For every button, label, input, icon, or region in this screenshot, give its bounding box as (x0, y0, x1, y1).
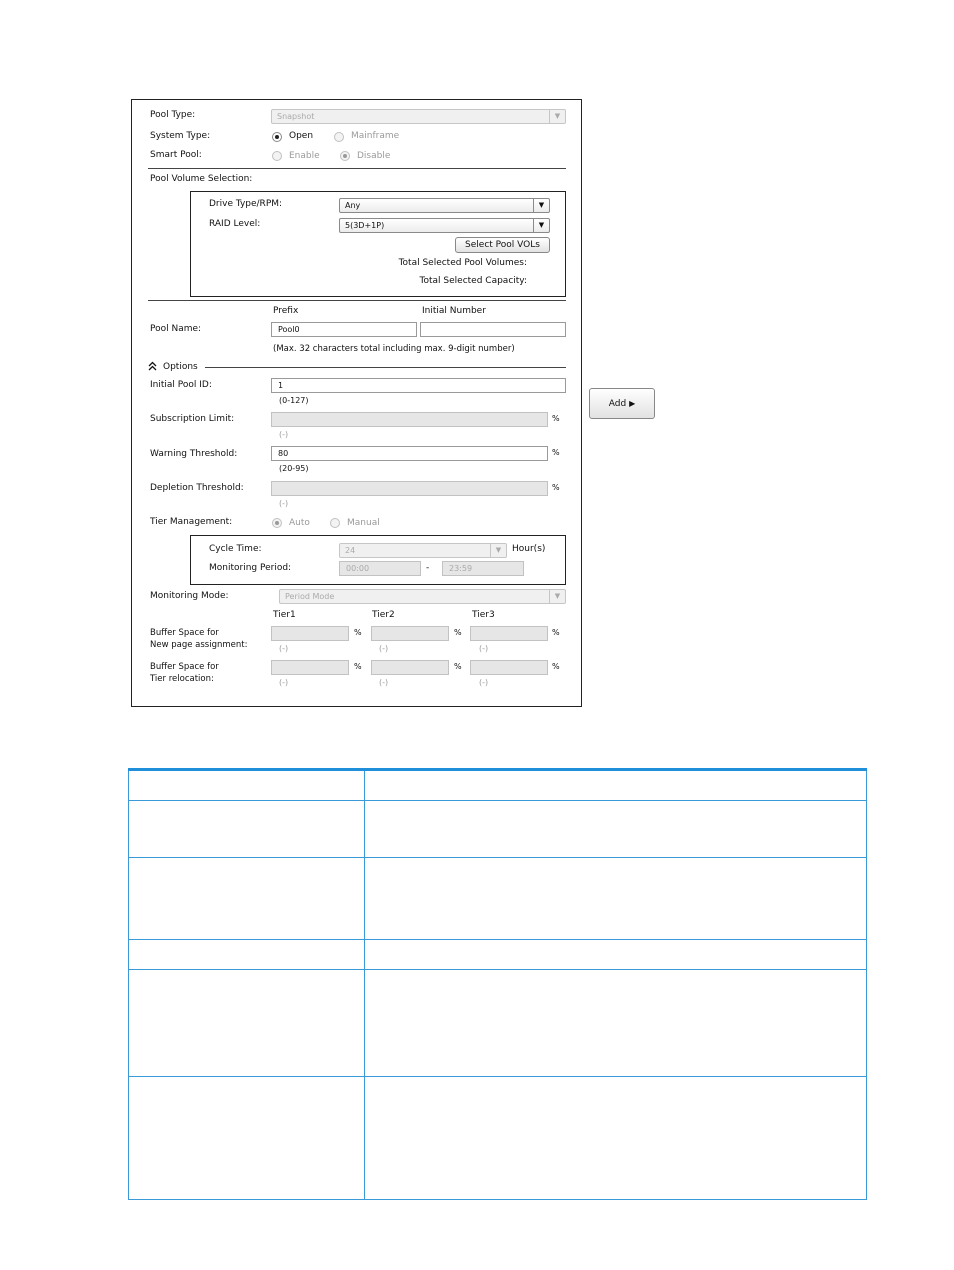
warning-threshold-unit: % (552, 448, 560, 457)
subscription-limit-unit: % (552, 414, 560, 423)
add-button[interactable] (589, 388, 655, 419)
create-pool-form-panel (131, 99, 582, 707)
drive-type-label: Drive Type/RPM: (209, 199, 283, 209)
buffer-new-page-label-line2: New page assignment: (150, 640, 248, 650)
pool-type-label: Pool Type: (150, 110, 196, 120)
table-column-divider (364, 771, 365, 1199)
monitoring-mode-select[interactable] (279, 589, 566, 604)
system-type-open-radio[interactable] (272, 132, 282, 142)
caret-right-icon: ▶ (629, 399, 636, 408)
buffer-relocation-tier1-unit: % (354, 662, 362, 671)
subscription-limit-range: (-) (279, 430, 289, 439)
smart-pool-enable-label: Enable (289, 151, 320, 161)
buffer-relocation-tier3-unit: % (552, 662, 560, 671)
pool-name-prefix-input[interactable]: Pool0 (271, 322, 417, 337)
pool-type-value: Snapshot (277, 112, 315, 121)
options-divider (205, 367, 566, 368)
system-type-open-label: Open (289, 131, 314, 141)
system-type-label: System Type: (150, 131, 211, 141)
buffer-relocation-label-line1: Buffer Space for (150, 662, 219, 672)
monitoring-period-start-input[interactable]: 00:00 (339, 561, 421, 576)
tier-management-manual-radio[interactable] (330, 518, 340, 528)
smart-pool-enable-radio[interactable] (272, 151, 282, 161)
monitoring-period-separator: - (426, 563, 430, 573)
monitoring-mode-value: Period Mode (285, 592, 335, 601)
buffer-new-page-tier2-unit: % (454, 628, 462, 637)
chevron-down-icon: ▼ (490, 544, 506, 557)
buffer-relocation-tier2-input[interactable] (371, 660, 449, 675)
table-row (129, 939, 866, 940)
drive-type-select[interactable] (339, 198, 550, 213)
initial-pool-id-label: Initial Pool ID: (150, 380, 212, 390)
tier-management-manual-label: Manual (347, 518, 380, 528)
monitoring-period-label: Monitoring Period: (209, 563, 292, 573)
description-table (128, 768, 867, 1200)
tier-management-box (190, 535, 566, 585)
depletion-threshold-label: Depletion Threshold: (150, 483, 244, 493)
initial-pool-id-input[interactable]: 1 (271, 378, 566, 393)
table-header-row (129, 800, 866, 801)
raid-level-select[interactable] (339, 218, 550, 233)
buffer-new-page-tier3-range: (-) (479, 644, 489, 653)
buffer-new-page-tier1-unit: % (354, 628, 362, 637)
total-selected-pool-volumes-label: Total Selected Pool Volumes: (398, 258, 527, 268)
buffer-new-page-tier3-unit: % (552, 628, 560, 637)
total-selected-capacity-label: Total Selected Capacity: (419, 276, 527, 286)
buffer-relocation-tier1-range: (-) (279, 678, 289, 687)
buffer-relocation-tier3-range: (-) (479, 678, 489, 687)
initial-pool-id-range: (0-127) (279, 396, 309, 405)
table-header-bar (128, 768, 867, 771)
tier-management-label: Tier Management: (150, 517, 233, 527)
system-type-mainframe-label: Mainframe (351, 131, 400, 141)
select-pool-vols-button[interactable]: Select Pool VOLs (455, 237, 550, 253)
buffer-new-page-label-line1: Buffer Space for (150, 628, 219, 638)
warning-threshold-label: Warning Threshold: (150, 449, 238, 459)
pool-type-select[interactable] (271, 109, 566, 124)
add-button-label: Add (608, 399, 627, 409)
collapse-chevron-icon[interactable] (148, 361, 157, 374)
table-row (129, 857, 866, 858)
drive-type-value: Any (345, 201, 361, 210)
tier3-header: Tier3 (472, 610, 495, 620)
subscription-limit-input[interactable] (271, 412, 548, 427)
raid-level-label: RAID Level: (209, 219, 261, 229)
monitoring-period-end-input[interactable]: 23:59 (442, 561, 524, 576)
warning-threshold-range: (20-95) (279, 464, 309, 473)
buffer-relocation-tier3-input[interactable] (470, 660, 548, 675)
pool-name-initial-number-input[interactable] (420, 322, 566, 337)
table-row (129, 1076, 866, 1077)
buffer-new-page-tier1-range: (-) (279, 644, 289, 653)
buffer-new-page-tier2-range: (-) (379, 644, 389, 653)
buffer-new-page-tier2-input[interactable] (371, 626, 449, 641)
prefix-header: Prefix (273, 306, 299, 316)
depletion-threshold-unit: % (552, 483, 560, 492)
buffer-relocation-tier2-unit: % (454, 662, 462, 671)
pool-volume-selection-box (190, 191, 566, 297)
monitoring-mode-label: Monitoring Mode: (150, 591, 229, 601)
smart-pool-disable-label: Disable (357, 151, 391, 161)
depletion-threshold-input[interactable] (271, 481, 548, 496)
tier-management-auto-radio[interactable] (272, 518, 282, 528)
chevron-down-icon: ▼ (533, 199, 549, 212)
pool-name-label: Pool Name: (150, 324, 202, 334)
chevron-down-icon: ▼ (549, 110, 565, 123)
buffer-relocation-label-line2: Tier relocation: (150, 674, 214, 684)
cycle-time-label: Cycle Time: (209, 544, 262, 554)
buffer-relocation-tier1-input[interactable] (271, 660, 349, 675)
system-type-mainframe-radio[interactable] (334, 132, 344, 142)
cycle-time-value: 24 (345, 546, 356, 555)
tier-management-auto-label: Auto (289, 518, 310, 528)
buffer-relocation-tier2-range: (-) (379, 678, 389, 687)
warning-threshold-input[interactable]: 80 (271, 446, 548, 461)
smart-pool-disable-radio[interactable] (340, 151, 350, 161)
pool-volume-selection-label: Pool Volume Selection: (150, 174, 253, 184)
cycle-time-unit: Hour(s) (512, 544, 546, 554)
raid-level-value: 5(3D+1P) (345, 221, 385, 230)
chevron-down-icon: ▼ (533, 219, 549, 232)
section-divider (148, 300, 566, 301)
subscription-limit-label: Subscription Limit: (150, 414, 235, 424)
buffer-new-page-tier1-input[interactable] (271, 626, 349, 641)
chevron-down-icon: ▼ (549, 590, 565, 603)
options-toggle[interactable]: Options (163, 362, 198, 372)
section-divider (148, 168, 566, 169)
table-row (129, 969, 866, 970)
tier2-header: Tier2 (372, 610, 395, 620)
smart-pool-label: Smart Pool: (150, 150, 202, 160)
buffer-new-page-tier3-input[interactable] (470, 626, 548, 641)
initial-number-header: Initial Number (422, 306, 486, 316)
cycle-time-select[interactable] (339, 543, 507, 558)
depletion-threshold-range: (-) (279, 499, 289, 508)
tier1-header: Tier1 (273, 610, 296, 620)
pool-name-hint: (Max. 32 characters total including max. 9-digit number) (273, 344, 515, 354)
